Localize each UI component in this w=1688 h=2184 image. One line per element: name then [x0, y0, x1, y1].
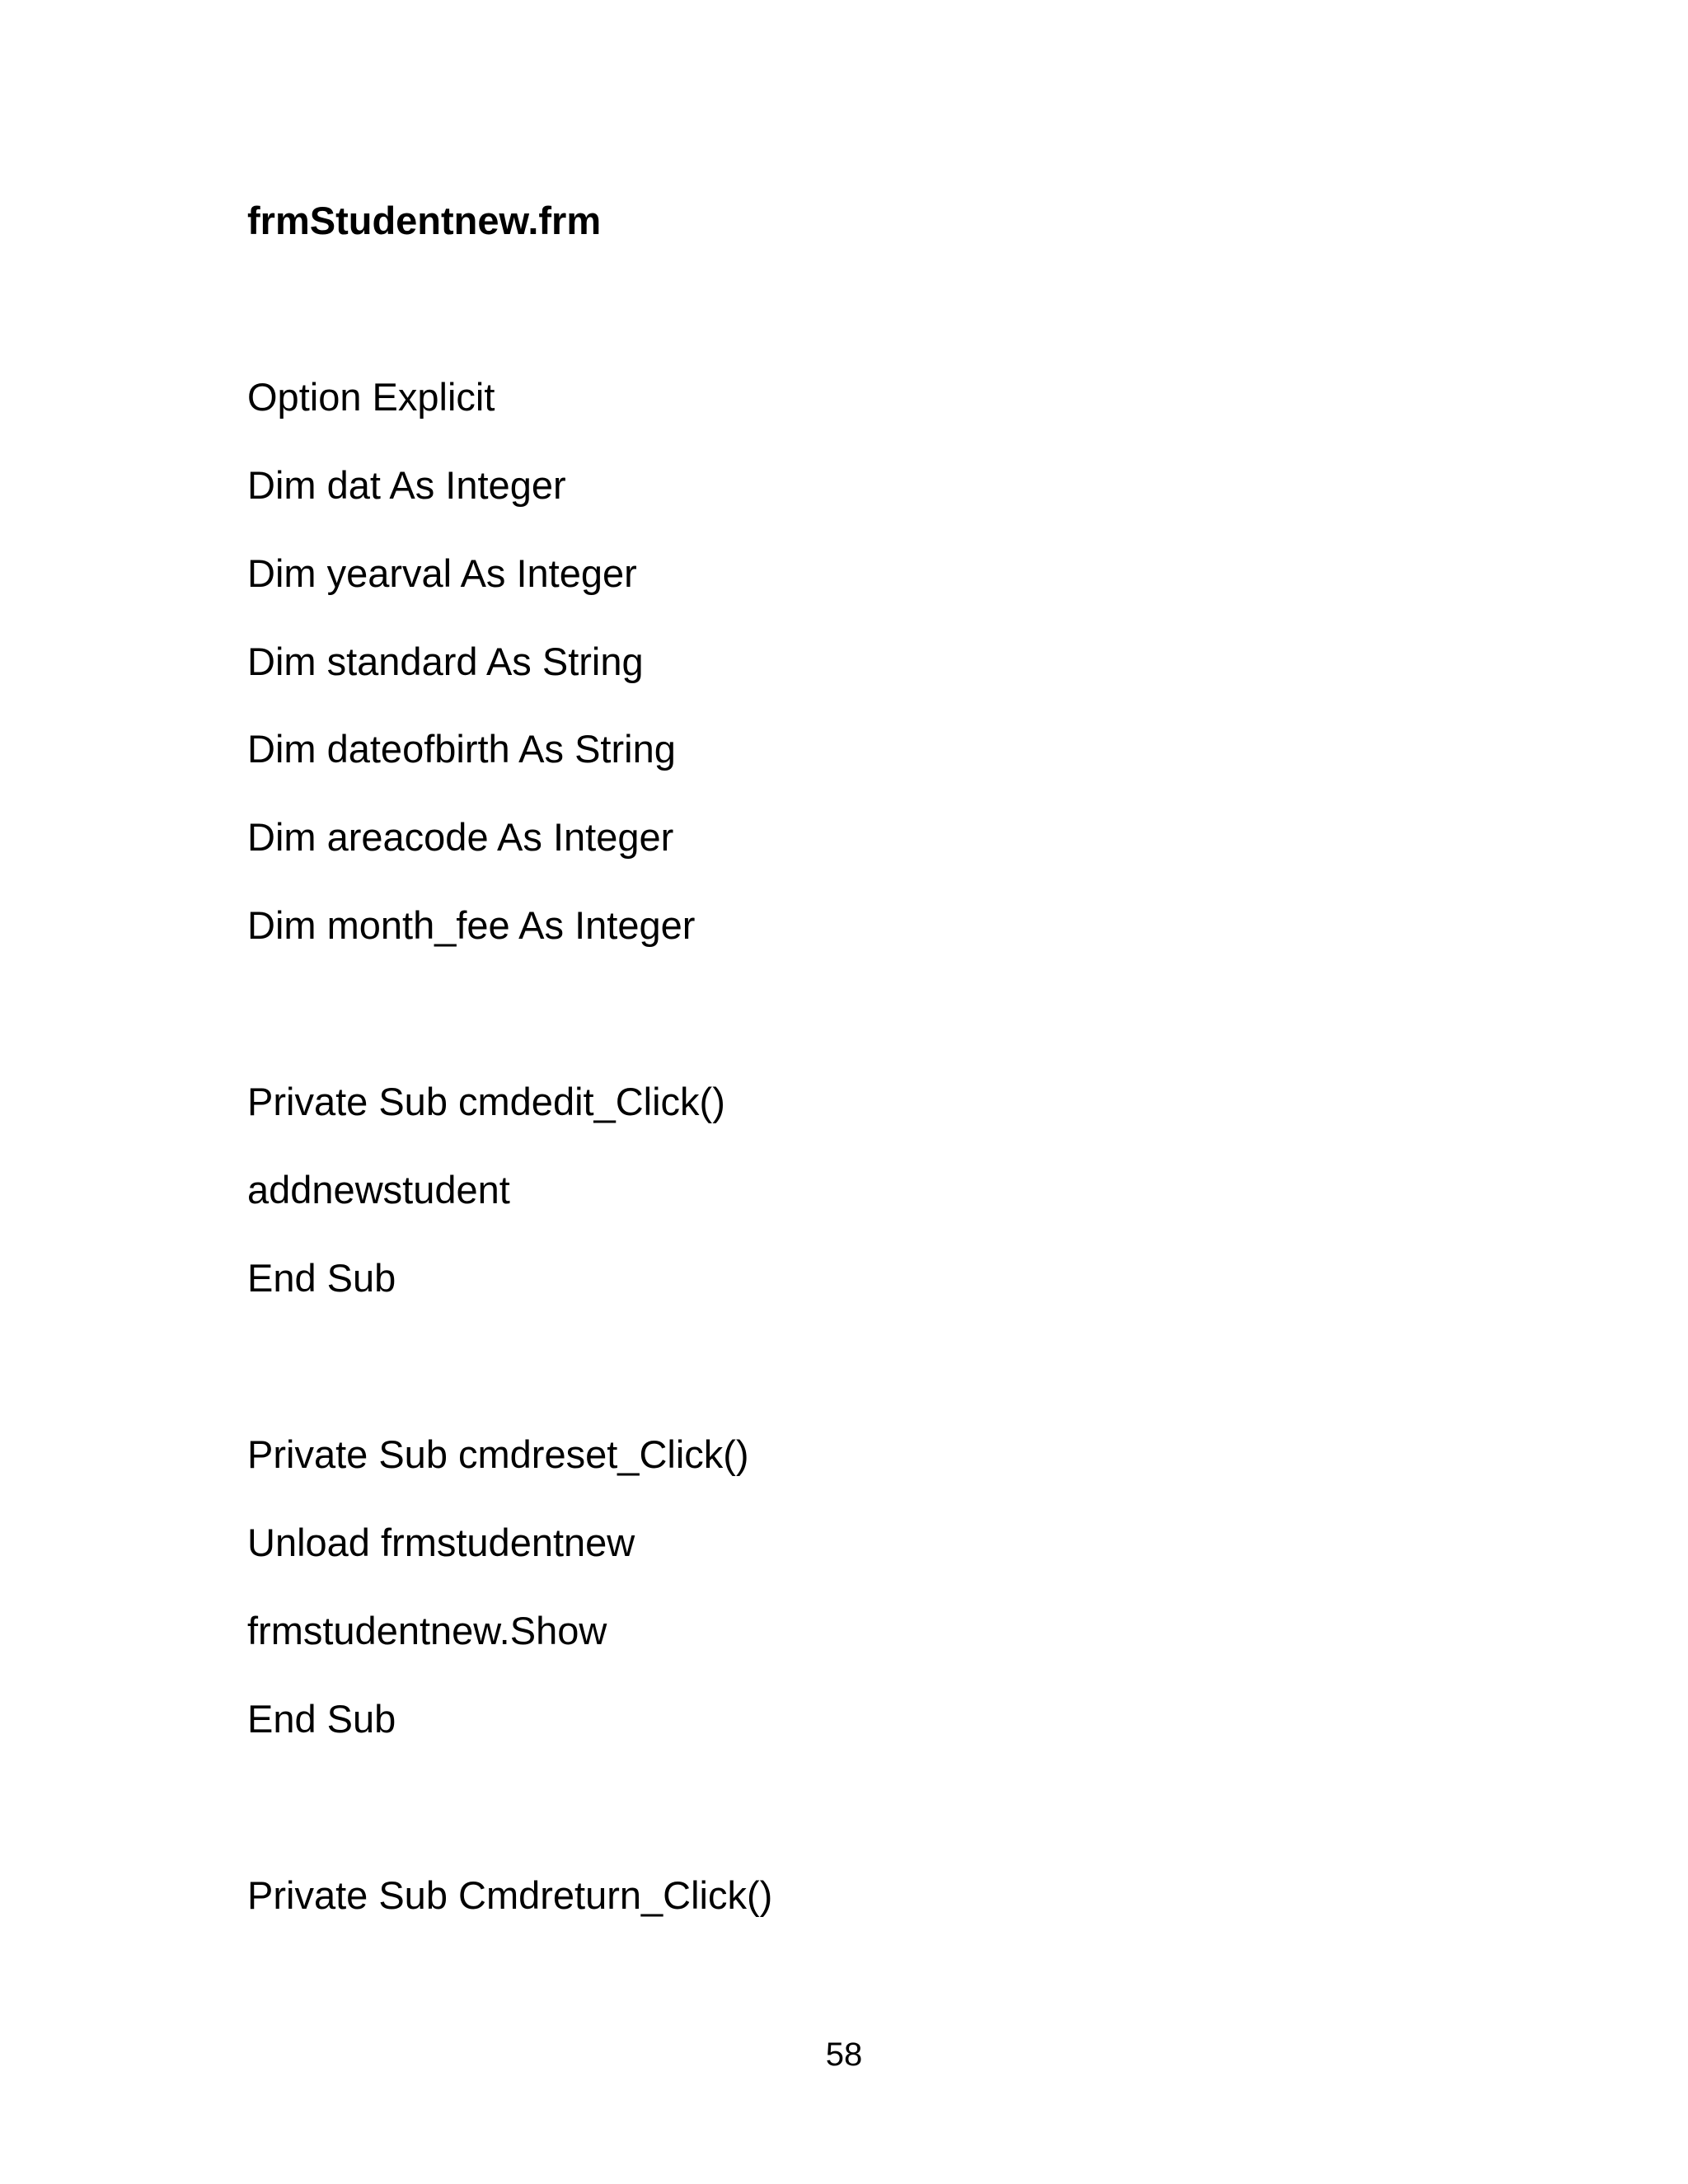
- code-line: Dim yearval As Integer: [247, 551, 637, 595]
- code-line: Private Sub Cmdreturn_Click(): [247, 1873, 773, 1917]
- code-line: Dim month_fee As Integer: [247, 903, 696, 947]
- code-line: Dim standard As String: [247, 640, 644, 683]
- code-line: Dim dateofbirth As String: [247, 727, 676, 771]
- code-line: addnewstudent: [247, 1168, 510, 1212]
- page-number: 58: [825, 2036, 863, 2073]
- code-line: Dim dat As Integer: [247, 463, 566, 507]
- code-line: frmstudentnew.Show: [247, 1609, 607, 1652]
- code-line: End Sub: [247, 1697, 396, 1741]
- code-line: Option Explicit: [247, 375, 495, 419]
- code-line: Private Sub cmdedit_Click(): [247, 1080, 725, 1123]
- code-line: Unload frmstudentnew: [247, 1521, 635, 1564]
- code-line: Dim areacode As Integer: [247, 815, 674, 859]
- code-line: Private Sub cmdreset_Click(): [247, 1432, 749, 1476]
- code-line: End Sub: [247, 1256, 396, 1300]
- page-title: frmStudentnew.frm: [247, 199, 602, 242]
